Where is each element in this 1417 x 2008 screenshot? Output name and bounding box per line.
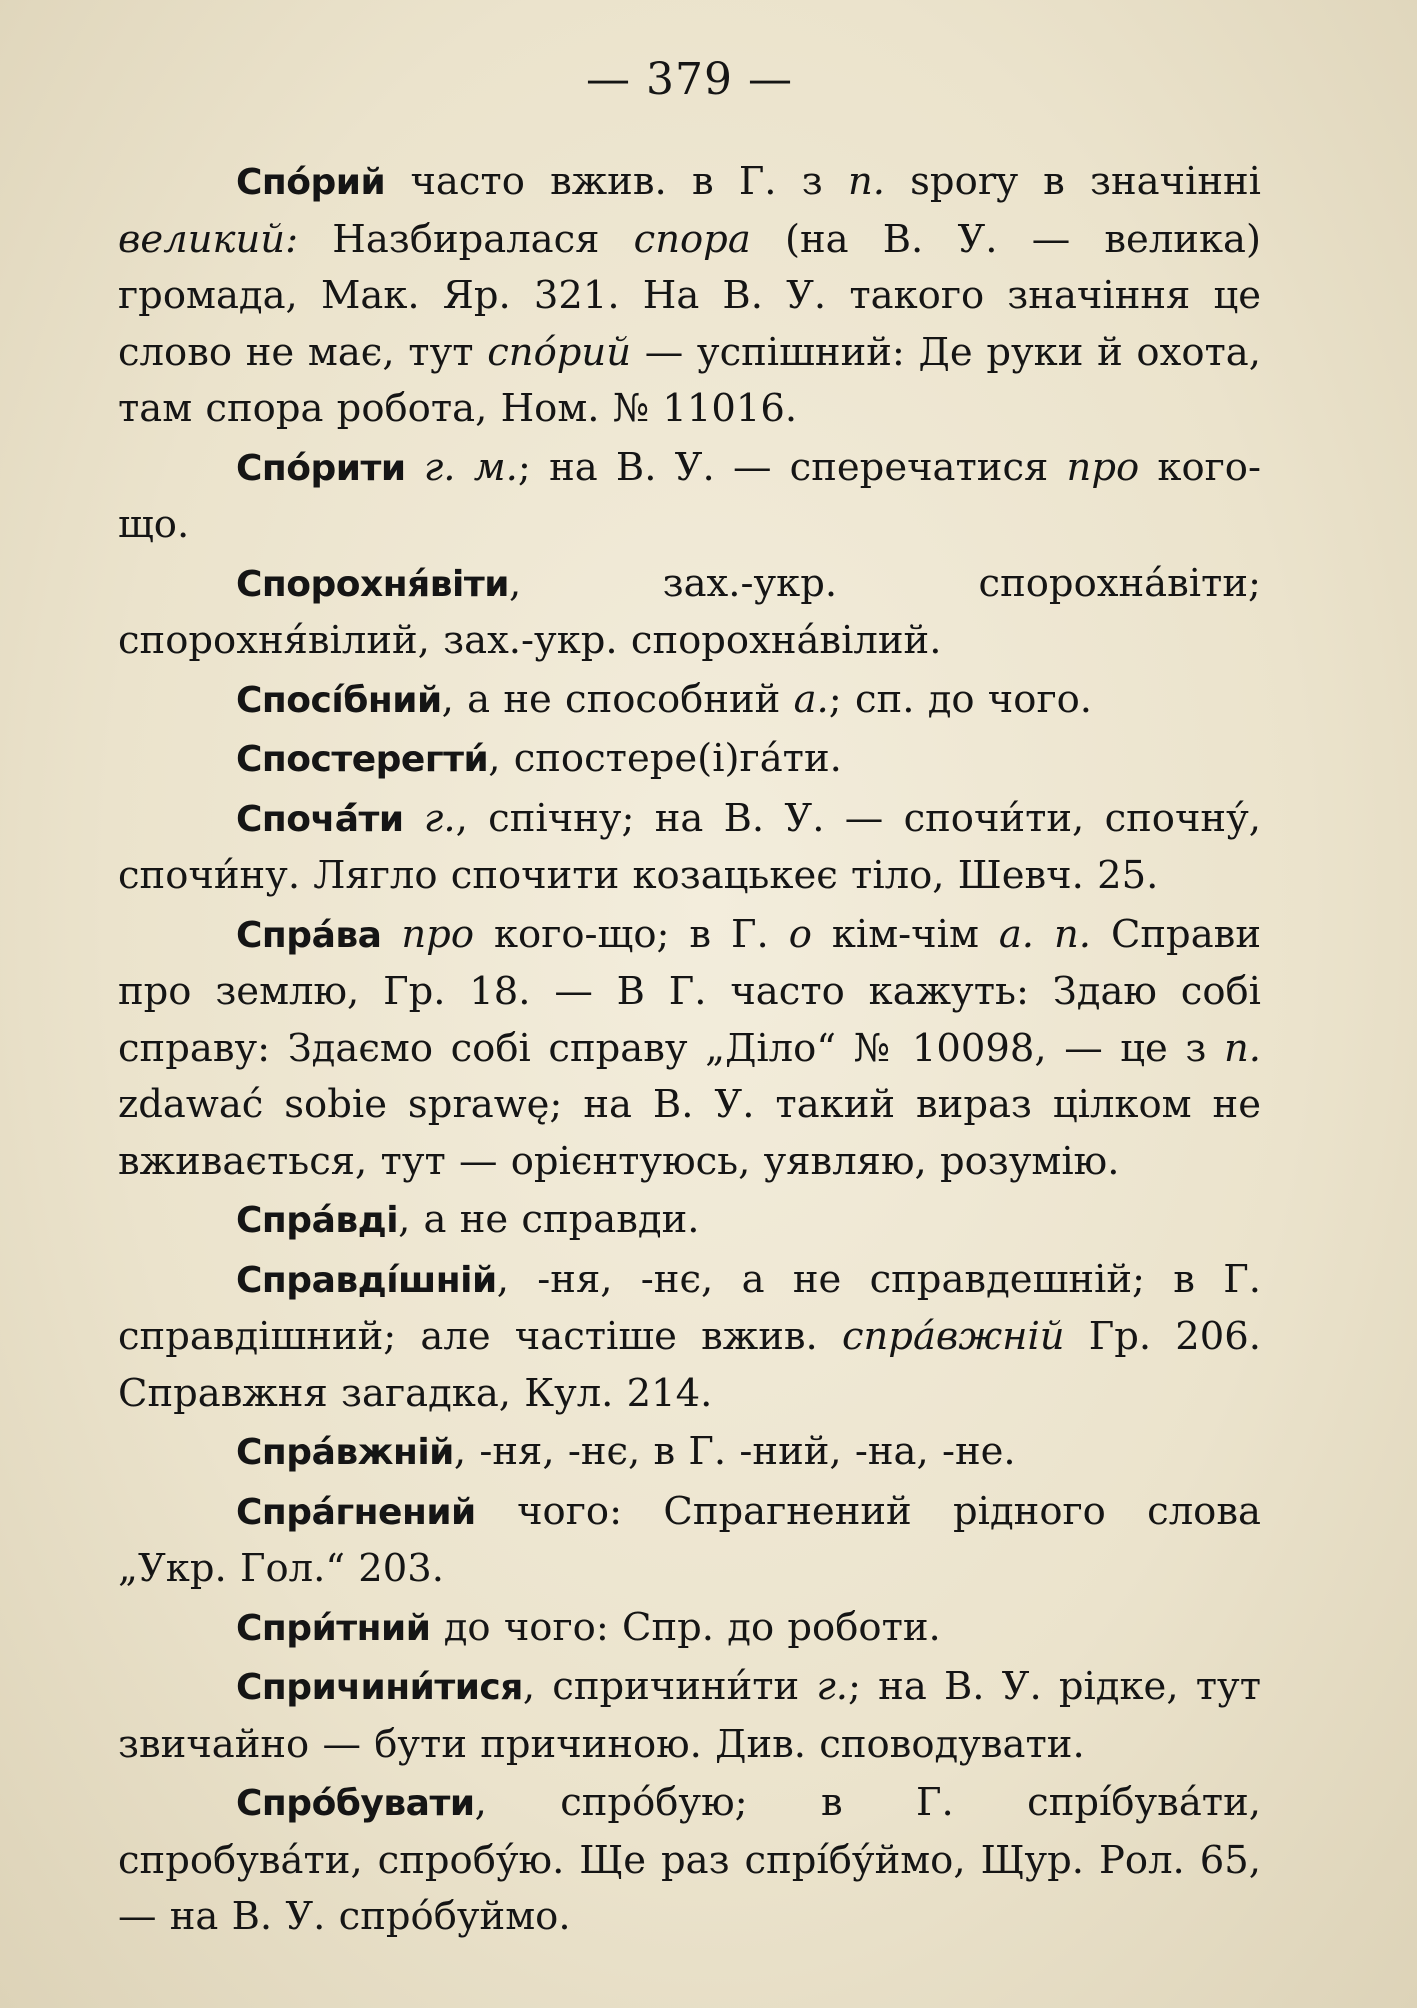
entry-text: часто вжив. в Г. з [385, 159, 848, 204]
entry-italic-text: спо́рий [487, 329, 632, 375]
entry-italic-text: а. [793, 676, 829, 722]
entry-headword: Спро́бувати [236, 1783, 475, 1824]
entry-italic-text: про [1066, 444, 1140, 490]
entry-text: (на В. У. — велика) громада, Мак. Яр. 321. На В. У. такого значіння це слово не має, тут [118, 216, 1261, 375]
entry-text: ; на В. У. рідке, тут звичайно — бути причиною. Див. споводувати. [118, 1664, 1261, 1767]
entry-italic-text: г. [423, 795, 456, 841]
entry-headword: Спо́рий [236, 162, 386, 203]
entry-italic-text: о [788, 911, 812, 957]
entry-headword: Спричини́тися [236, 1667, 523, 1708]
entry-italic-text: спора [633, 216, 751, 262]
entry-headword: Спра́ва [236, 914, 382, 956]
dictionary-entry [118, 1484, 1261, 1598]
entry-headword: Спра́гнений [236, 1491, 476, 1533]
entry-text: zdawać sobie sprawę; на В. У. такий вираз цілком не вживається, тут — орієнтуюсь, уявляю, розумію. [118, 1082, 1261, 1184]
entry-italic-text: про [401, 911, 475, 957]
entry-text: до чого: Спр. до роботи. [430, 1604, 941, 1650]
entry-text: Назбиралася [298, 216, 634, 262]
entry-text: чого: Спрагнений рідного слова „Укр. Гол.“ 203. [118, 1488, 1261, 1591]
entry-headword: Спорохня́віти [236, 563, 509, 605]
dictionary-page [118, 52, 1261, 1948]
entry-text: , спричини́ти [522, 1664, 817, 1709]
entry-text: кого-що. [118, 444, 1261, 547]
page-number: — 379 — [586, 54, 793, 105]
entry-italic-text: спра́вжній [841, 1314, 1065, 1359]
entry-headword: Спо́рити [236, 447, 406, 489]
entry-headword: Спри́тний [236, 1607, 431, 1649]
entry-headword: Спочá́ти [236, 798, 404, 840]
entry-text: , а не справди. [398, 1197, 700, 1242]
dictionary-entry [118, 907, 1261, 1191]
entry-italic-text: г. [816, 1664, 849, 1709]
entry-text: , зах.-укр. спорохна́віти; спорохня́вілий, зах.-укр. спорохна́вілий. [118, 560, 1261, 663]
dictionary-entry [118, 1192, 1261, 1250]
entry-text: ; сп. до чого. [828, 676, 1093, 722]
entry-text: Гр. 206. Справжня загадка, Кул. 214. [118, 1314, 1261, 1416]
entry-text: кого-що; в Г. [474, 911, 789, 957]
entry-text: spory в значінні [884, 159, 1261, 204]
entry-text: — успішний: Де руки й охота, там спора робота, Ном. № 11016. [118, 329, 1261, 431]
dictionary-entry [118, 556, 1261, 670]
dictionary-entry [118, 1775, 1261, 1946]
entry-headword: Справді́шній [236, 1259, 497, 1301]
dictionary-entry [118, 1252, 1261, 1423]
dictionary-entry [118, 791, 1261, 905]
entry-text [381, 912, 401, 957]
entry-list [118, 154, 1261, 1946]
entry-text: Справи про землю, Гр. 18. — В Г. часто кажуть: Здаю собі справу: Здаємо собі справу „Діло“ № 10098, — це з [118, 911, 1261, 1071]
entry-text: , спро́бую; в Г. спрі́бува́ти, спробува́ти, спробу́ю. Ще раз спрі́бу́ймо, Щур. Рол. 65, — на В. У. спро́буймо. [118, 1780, 1261, 1939]
entry-text [406, 445, 424, 490]
dictionary-entry [118, 1600, 1261, 1658]
entry-italic-text: г. м. [423, 444, 518, 490]
entry-italic-text: п. [847, 159, 885, 204]
entry-text: , а не способний [441, 676, 794, 722]
entry-text: кім-чім [811, 911, 999, 957]
entry-headword: Спосі́бний [236, 679, 442, 721]
dictionary-entry [118, 1424, 1261, 1482]
dictionary-entry [118, 440, 1261, 554]
entry-text: ; на В. У. — сперечатися [517, 444, 1067, 490]
entry-italic-text: великий: [118, 216, 299, 262]
dictionary-entry [118, 154, 1261, 438]
entry-text [404, 796, 424, 841]
entry-text: , спічну; на В. У. — спочи́ти, спочну́, спочи́ну. Лягло спочити козацькеє тіло, Шевч. 25. [118, 795, 1261, 898]
entry-headword: Спра́вді [236, 1200, 399, 1241]
entry-text: , -ня, -нє, в Г. -ний, -на, -не. [453, 1429, 1016, 1474]
entry-italic-text: а. п. [998, 911, 1091, 957]
dictionary-entry [118, 731, 1261, 789]
dictionary-entry [118, 672, 1261, 730]
entry-headword: Спра́вжній [236, 1432, 454, 1473]
entry-text: , спостере(і)га́ти. [488, 736, 842, 781]
dictionary-entry [118, 1659, 1261, 1773]
entry-text: , -ня, -нє, а не справдешній; в Г. справдішний; але частіше вжив. [118, 1256, 1261, 1359]
entry-italic-text: п. [1223, 1025, 1261, 1071]
entry-headword: Спостерегти́ [236, 739, 489, 780]
